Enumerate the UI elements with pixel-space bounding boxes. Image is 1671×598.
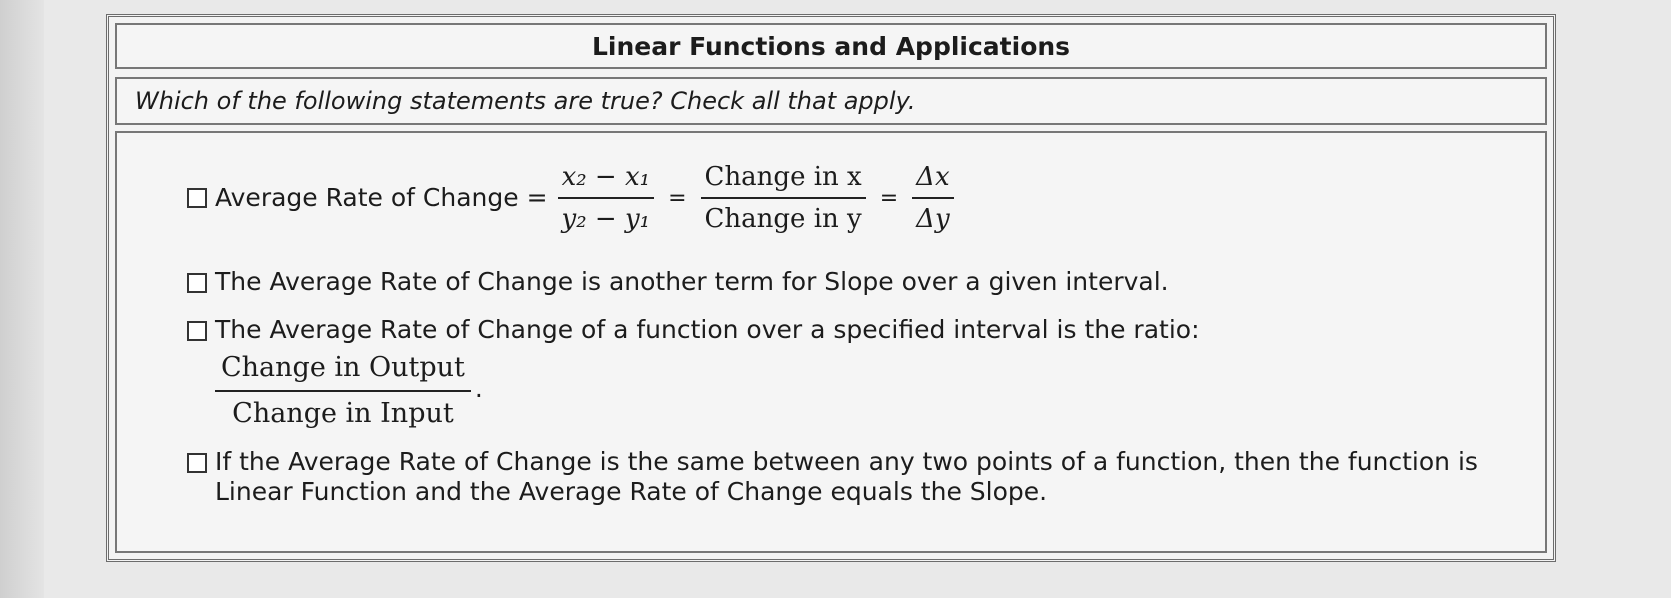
option-2 bbox=[187, 267, 1525, 297]
fraction-bar bbox=[215, 390, 471, 392]
fraction-denominator: Δy bbox=[916, 204, 950, 234]
equals-sign: = bbox=[879, 185, 899, 211]
option-3 bbox=[187, 315, 1525, 431]
option-2-checkbox[interactable] bbox=[187, 273, 207, 293]
fraction-numerator: x₂ − x₁ bbox=[561, 162, 651, 192]
question-bar bbox=[115, 77, 1547, 125]
option-4-label: If the Average Rate of Change is the same between any two points of a function, then the function is Linear Function and the Average Rate of Change equals the Slope. bbox=[215, 447, 1478, 506]
option-3-period: . bbox=[474, 373, 483, 403]
fraction-bar bbox=[558, 197, 655, 199]
option-1-fraction-coords bbox=[558, 161, 655, 235]
fraction-numerator: Change in Output bbox=[221, 352, 465, 383]
option-1-checkbox[interactable] bbox=[187, 188, 207, 208]
fraction-denominator: Change in y bbox=[704, 204, 862, 234]
option-3-label: The Average Rate of Change of a function over a specified interval is the ratio: bbox=[215, 315, 1200, 344]
options-panel bbox=[115, 131, 1547, 553]
option-1-label: Average Rate of Change = bbox=[215, 183, 548, 212]
fraction-numerator: Change in x bbox=[704, 162, 862, 192]
fraction-bar bbox=[701, 197, 866, 199]
fraction-bar bbox=[912, 197, 953, 199]
option-3-fraction bbox=[215, 351, 471, 431]
question-text: Which of the following statements are true? Check all that apply. bbox=[135, 87, 916, 115]
fraction-denominator: Change in Input bbox=[232, 398, 454, 429]
equals-sign: = bbox=[668, 185, 687, 211]
fraction-denominator: y₂ − y₁ bbox=[561, 204, 651, 234]
page-title: Linear Functions and Applications bbox=[591, 31, 1071, 61]
fraction-numerator: Δx bbox=[916, 162, 950, 192]
title-bar bbox=[115, 23, 1547, 69]
option-3-content bbox=[215, 315, 1200, 431]
option-3-checkbox[interactable] bbox=[187, 321, 207, 341]
option-1-fraction-words bbox=[701, 161, 866, 235]
screen-edge bbox=[0, 0, 44, 598]
option-2-label: The Average Rate of Change is another term for Slope over a given interval. bbox=[215, 267, 1169, 296]
option-4 bbox=[187, 447, 1525, 507]
option-4-checkbox[interactable] bbox=[187, 453, 207, 473]
option-1-fraction-delta bbox=[912, 161, 953, 235]
question-frame bbox=[106, 14, 1556, 562]
option-3-ratio bbox=[215, 345, 1200, 431]
option-1 bbox=[187, 161, 1525, 235]
